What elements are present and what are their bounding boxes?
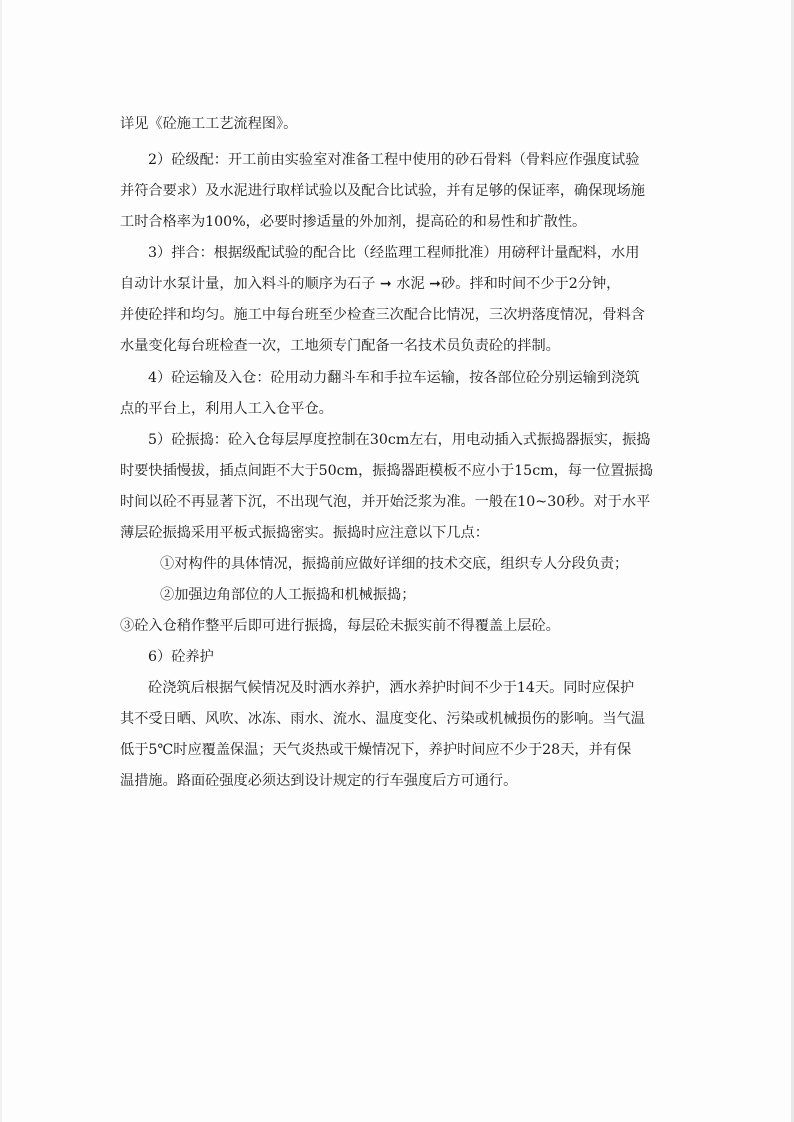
text-line-mixing-2: 自动计水泵计量，加入料斗的顺序为石子 ➞ 水泥 ➞砂。拌和时间不少于2分钟， [120, 276, 621, 292]
text-line-vibration-2: 时要快插慢拔，插点间距不大于50cm，振捣器距模板不应小于15cm，每一位置振捣 [120, 463, 653, 479]
text-line-curing-2: 其不受日晒、风吹、冰冻、雨水、流水、温度变化、污染或机械损伤的影响。当气温 [120, 711, 645, 727]
text-line-mixing-4: 水量变化每台班检查一次，工地须专门配备一名技术员负责砼的拌制。 [120, 338, 560, 354]
text-line-vibration-1: 5）砼振捣：砼入仓每层厚度控制在30cm左右，用电动插入式振捣器振实，振捣 [148, 432, 651, 448]
text-line-transport-2: 点的平台上，利用人工入仓平仓。 [120, 401, 333, 417]
scan-left-edge [0, 0, 2, 1122]
text-line-point-2: ②加强边角部位的人工振捣和机械振捣； [160, 587, 416, 603]
text-line-vibration-4: 薄层砼振捣采用平板式振捣密实。振捣时应注意以下几点： [120, 525, 489, 541]
text-line-grading-1: 2）砼级配：开工前由实验室对准备工程中使用的砂石骨料（骨料应作强度试验 [148, 152, 640, 168]
text-line-vibration-3: 时间以砼不再显著下沉，不出现气泡，并开始泛浆为准。一般在10~30秒。对于水平 [120, 494, 651, 510]
text-line-grading-3: 工时合格率为100%，必要时掺适量的外加剂，提高砼的和易性和扩散性。 [120, 214, 587, 230]
text-line-mixing-1: 3）拌合：根据级配试验的配合比（经监理工程师批准）用磅秤计量配料，水用 [148, 245, 640, 261]
text-line-curing-1: 砼浇筑后根据气候情况及时洒水养护，洒水养护时间不少于14天。同时应保护 [148, 680, 635, 696]
text-line-mixing-3: 并使砼拌和均匀。施工中每台班至少检查三次配合比情况，三次坍落度情况，骨料含 [120, 307, 645, 323]
text-line-curing-3: 低于5℃时应覆盖保温；天气炎热或干燥情况下，养护时间应不少于28天，并有保 [120, 742, 632, 758]
text-line-curing-heading: 6）砼养护 [148, 649, 214, 665]
text-line-transport-1: 4）砼运输及入仓：砼用动力翻斗车和手拉车运输，按各部位砼分别运输到浇筑 [148, 370, 640, 386]
text-line-point-3: ③砼入仓稍作整平后即可进行振捣，每层砼未振实前不得覆盖上层砼。 [120, 618, 560, 634]
text-line-point-1: ①对构件的具体情况，振捣前应做好详细的技术交底，组织专人分段负责； [160, 556, 629, 572]
text-line-curing-4: 温措施。路面砼强度必须达到设计规定的行车强度后方可通行。 [120, 773, 518, 789]
text-line-intro: 详见《砼施工工艺流程图》。 [120, 116, 298, 132]
text-line-grading-2: 并符合要求）及水泥进行取样试验以及配合比试验，并有足够的保证率，确保现场施 [120, 183, 645, 199]
